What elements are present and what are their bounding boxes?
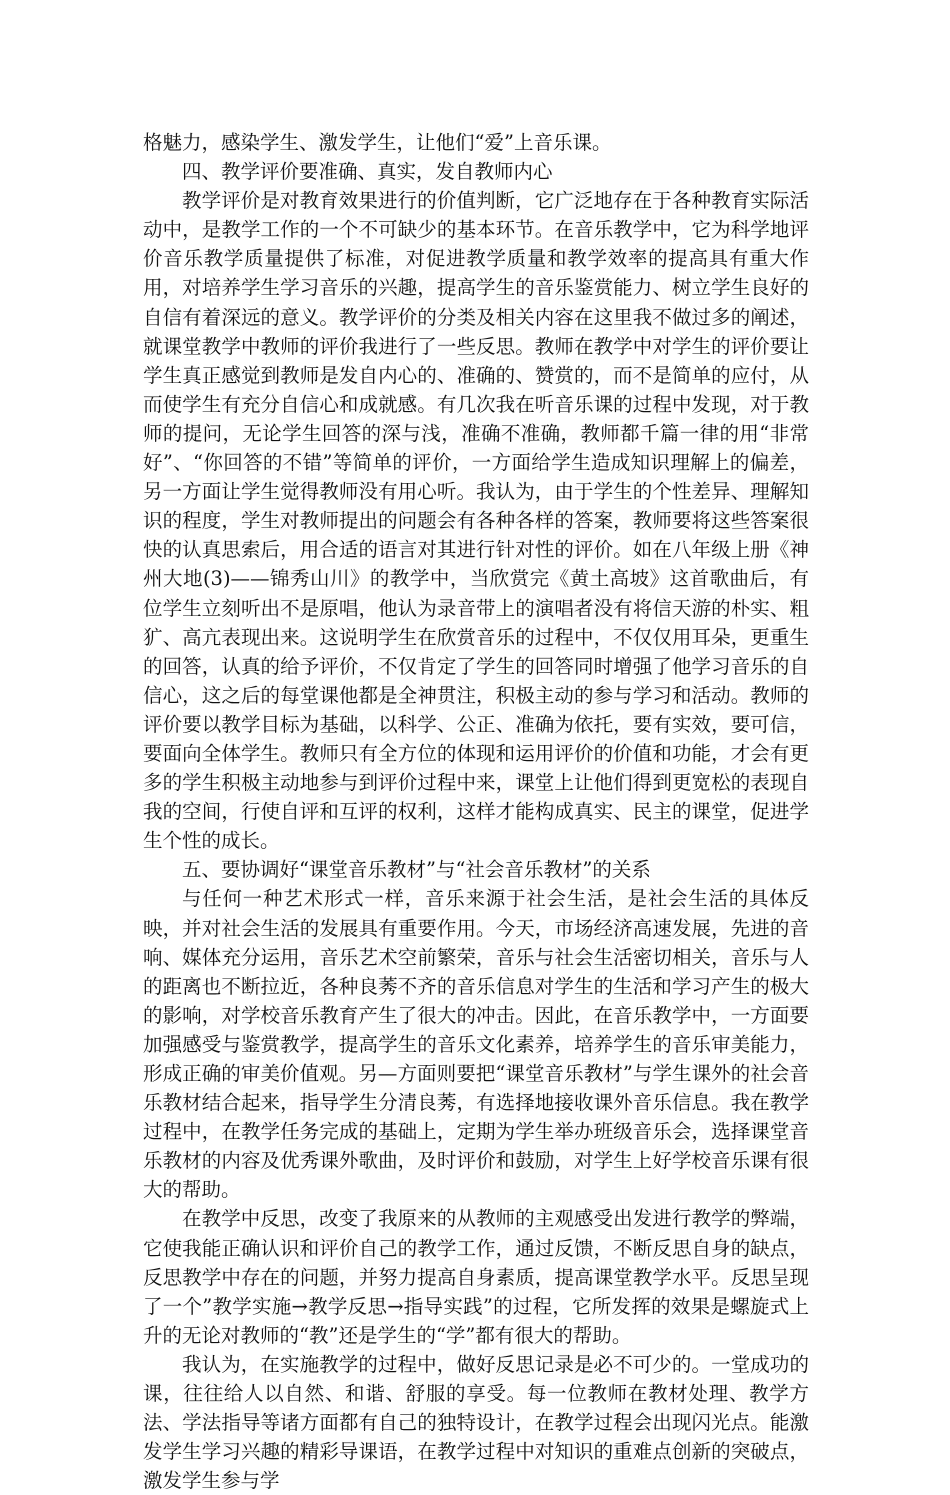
paragraph-reflection: 在教学中反思，改变了我原来的从教师的主观感受出发进行教学的弊端，它使我能正确认识和评价自己的教学工作，通过反馈，不断反思自身的缺点，反思教学中存在的问题，并努力提高自身素质，提高课堂教学水平。反思呈现了一个”教学实施→教学反思→指导实践”的过程，它所发挥的效果是螺旋式上升的无论对教师的“教”还是学生的“学”都有很大的帮助。 — [143, 1207, 809, 1347]
paragraph-records: 我认为，在实施教学的过程中，做好反思记录是必不可少的。一堂成功的课，往往给人以自然、和谐、舒服的享受。每一位教师在教材处理、教学方法、学法指导等诸方面都有自己的独特设计，在教学过程会出现闪光点。能激发学生学习兴趣的精彩导课语，在教学过程中对知识的重难点创新的突破点，激发学生参与学 — [143, 1352, 809, 1493]
paragraph-continuation: 格魅力，感染学生、激发学生，让他们“爱”上音乐课。 — [143, 131, 612, 154]
section-heading-evaluation: 四、教学评价要准确、真实，发自教师内心 — [182, 160, 553, 184]
paragraph-social-music: 与任何一种艺术形式一样，音乐来源于社会生活，是社会生活的具体反映，并对社会生活的发展具有重要作用。今天，市场经济高速发展，先进的音响、媒体充分运用，音乐艺术空前繁荣，音乐与社会生活密切相关，音乐与人的距离也不断拉近，各种良莠不齐的音乐信息对学生的生活和学习产生的极大的影响，对学校音乐教育产生了很大的冲击。因此，在音乐教学中，一方面要加强感受与鉴赏教学，提高学生的音乐文化素养，培养学生的音乐审美能力，形成正确的审美价值观。另—方面则要把“课堂音乐教材”与学生课外的社会音乐教材结合起来，指导学生分清良莠，有选择地接收课外音乐信息。我在教学过程中，在教学任务完成的基础上，定期为学生举办班级音乐会，选择课堂音乐教材的内容及优秀课外歌曲，及时评价和鼓励，对学生上好学校音乐课有很大的帮助。 — [143, 887, 809, 1202]
section-heading-materials: 五、要协调好“课堂音乐教材”与“社会音乐教材”的关系 — [182, 858, 651, 882]
paragraph-evaluation: 教学评价是对教育效果进行的价值判断，它广泛地存在于各种教育实际活动中，是教学工作的一个不可缺少的基本环节。在音乐教学中，它为科学地评价音乐教学质量提供了标准，对促进教学质量和教学效率的提高具有重大作用，对培养学生学习音乐的兴趣，提高学生的音乐鉴赏能力、树立学生良好的自信有着深远的意义。教学评价的分类及相关内容在这里我不做过多的阐述，就课堂教学中教师的评价我进行了一些反思。教师在教学中对学生的评价要让学生真正感觉到教师是发自内心的、准确的、赞赏的，而不是简单的应付，从而使学生有充分自信心和成就感。有几次我在听音乐课的过程中发现，对于教师的提问，无论学生回答的深与浅，准确不准确，教师都千篇一律的用“非常好”、“你回答的不错”等简单的评价，一方面给学生造成知识理解上的偏差，另一方面让学生觉得教师没有用心听。我认为，由于学生的个性差异、理解知识的程度，学生对教师提出的问题会有各种各样的答案，教师要将这些答案很快的认真思索后，用合适的语言对其进行针对性的评价。如在八年级上册《神州大地(3)——锦秀山川》的教学中，当欣赏完《黄土高坡》这首歌曲后，有位学生立刻听出不是原唱，他认为录音带上的演唱者没有将信天游的朴实、粗犷、高亢表现出来。这说明学生在欣赏音乐的过程中，不仅仅用耳朵，更重生的回答，认真的给予评价，不仅肯定了学生的回答同时增强了他学习音乐的自信心，这之后的每堂课他都是全神贯注，积极主动的参与学习和活动。教师的评价要以教学目标为基础，以科学、公正、准确为依托，要有实效，要可信，要面向全体学生。教师只有全方位的体现和运用评价的价值和功能，才会有更多的学生积极主动地参与到评价过程中来，课堂上让他们得到更宽松的表现自我的空间，行使自评和互评的权利，这样才能构成真实、民主的课堂，促进学生个性的成长。 — [143, 189, 809, 853]
document-page — [143, 128, 809, 1495]
